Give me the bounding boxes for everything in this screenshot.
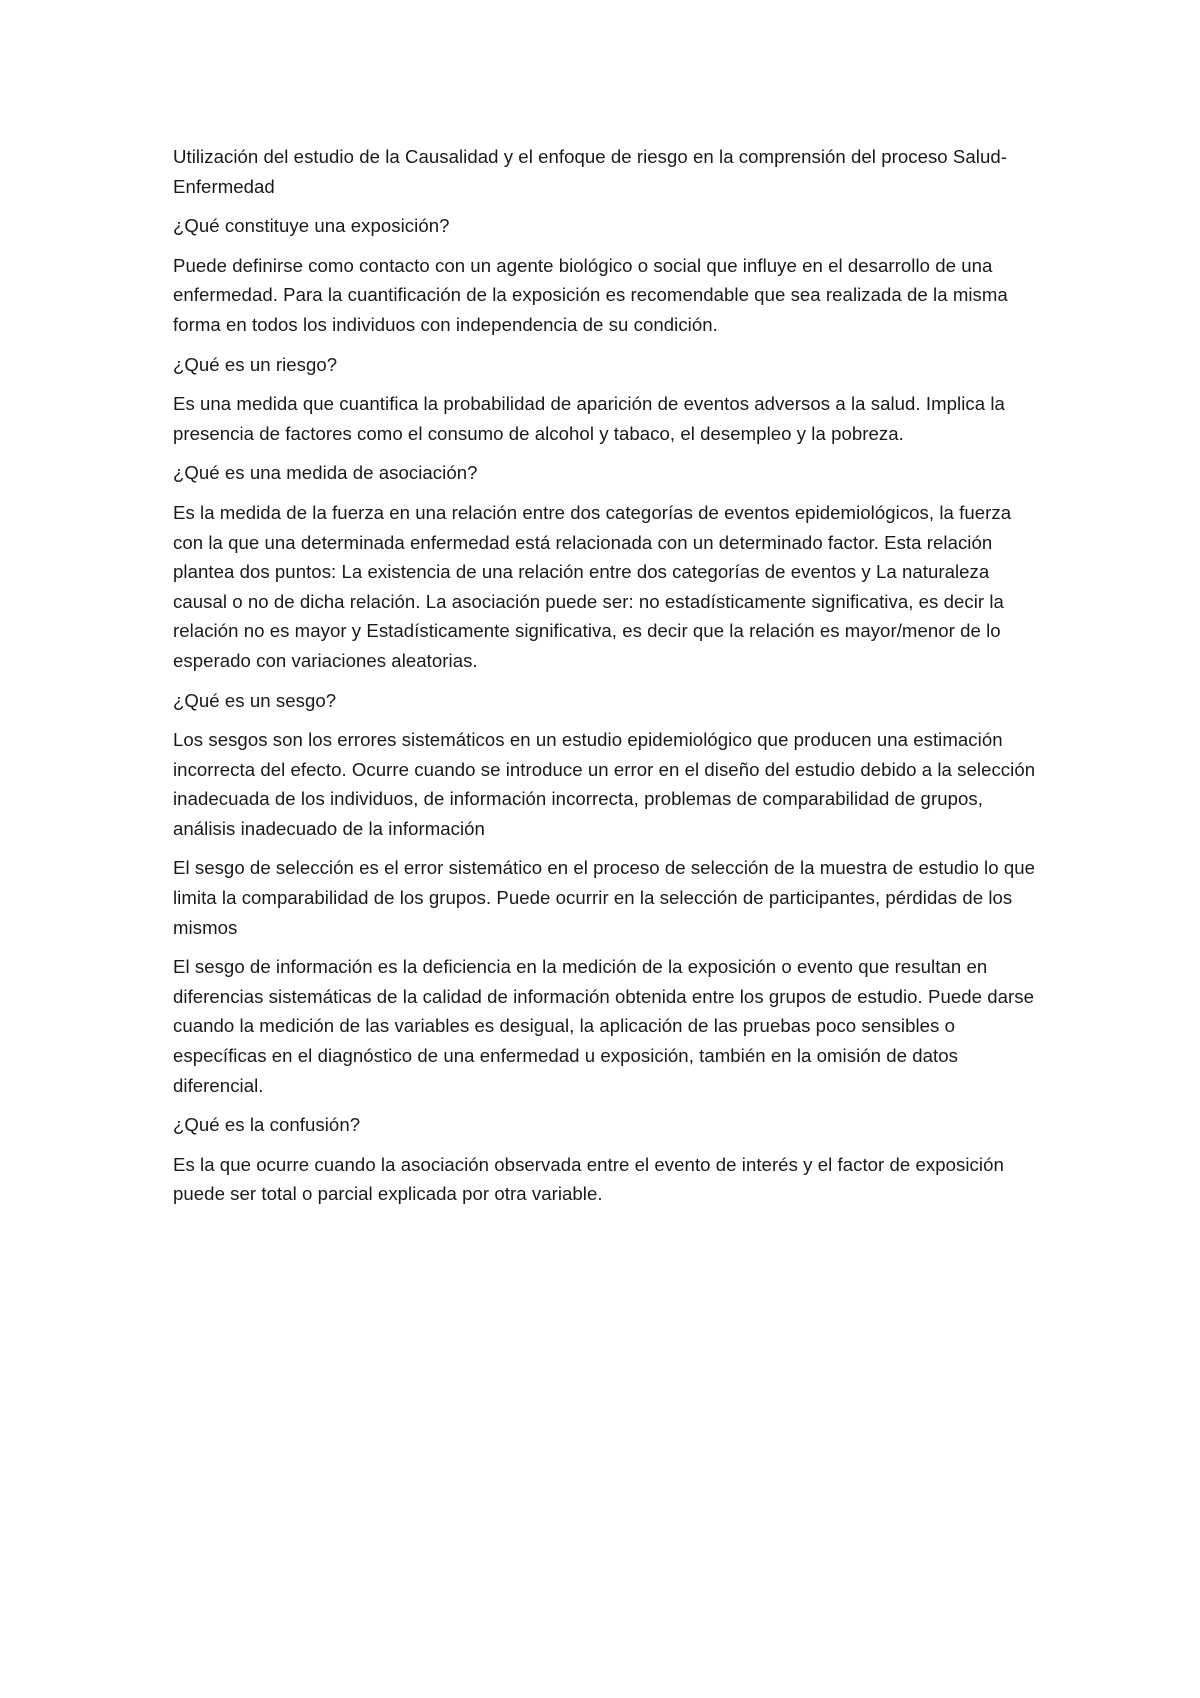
answer-sesgo: Los sesgos son los errores sistemáticos en un estudio epidemiológico que producen una estimación incorrecta del efecto. Ocurre cuando se introduce un error en el diseño del estudio debido a la selección inadecuada de los individuos, de información incorrecta, problemas de comparabilidad de grupos, análisis inadecuado de la información xyxy=(173,729,1036,839)
question-confusion: ¿Qué es la confusión? xyxy=(173,1114,361,1136)
question-riesgo: ¿Qué es un riesgo? xyxy=(173,353,338,375)
answer-riesgo: Es una medida que cuantifica la probabilidad de aparición de eventos adversos a la salud. Implica la presencia de factores como el consumo de alcohol y tabaco, el desempleo y la pobreza. xyxy=(173,393,1005,444)
paragraph-sesgo-seleccion: El sesgo de selección es el error sistemático en el proceso de selección de la muestra de estudio lo que limita la comparabilidad de los grupos. Puede ocurrir en la selección de participantes, pérdidas de los mismos xyxy=(173,857,1036,938)
answer-asociacion: Es la medida de la fuerza en una relación entre dos categorías de eventos epidemiológicos, la fuerza con la que una determinada enfermedad está relacionada con un determinado factor. Esta relación plantea dos puntos: La existencia de una relación entre dos categorías de eventos y La naturaleza causal o no de dicha relación. La asociación puede ser: no estadísticamente significativa, es decir la relación no es mayor y Estadísticamente significativa, es decir que la relación es mayor/menor de lo esperado con variaciones aleatorias. xyxy=(173,501,1012,671)
answer-confusion: Es la que ocurre cuando la asociación observada entre el evento de interés y el factor de exposición puede ser total o parcial explicada por otra variable. xyxy=(173,1153,1004,1205)
question-sesgo: ¿Qué es un sesgo? xyxy=(173,689,337,711)
question-exposicion: ¿Qué constituye una exposición? xyxy=(173,215,450,237)
document-title: Utilización del estudio de la Causalidad y el enfoque de riesgo en la comprensión del proceso Salud-Enfermedad xyxy=(173,146,1007,197)
question-asociacion: ¿Qué es una medida de asociación? xyxy=(173,462,478,484)
document-body xyxy=(173,142,1043,1219)
answer-exposicion: Puede definirse como contacto con un agente biológico o social que influye en el desarrollo de una enfermedad. Para la cuantificación de la exposición es recomendable que sea realizada de la misma forma en todos los individuos con independencia de su condición. xyxy=(173,254,1008,335)
paragraph-sesgo-informacion: El sesgo de información es la deficiencia en la medición de la exposición o evento que resultan en diferencias sistemáticas de la calidad de información obtenida entre los grupos de estudio. Puede darse cuando la medición de las variables es desigual, la aplicación de las pruebas poco sensibles o específicas en el diagnóstico de una enfermedad u exposición, también en la omisión de datos diferencial. xyxy=(173,956,1034,1096)
